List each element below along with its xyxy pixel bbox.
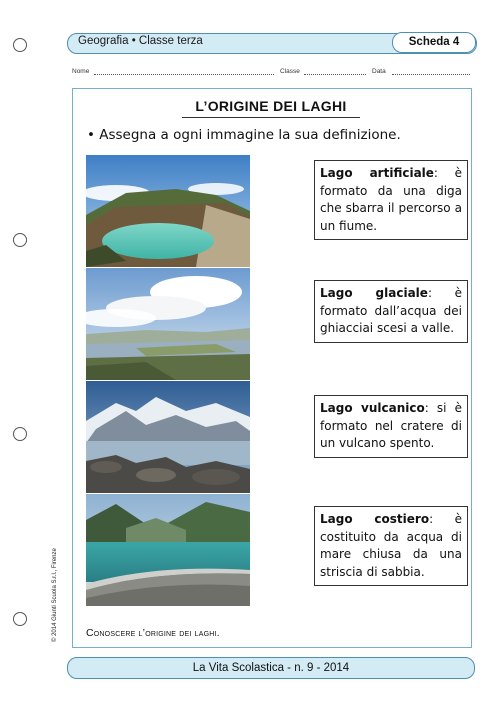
class-label: Classe (280, 68, 300, 75)
name-field[interactable] (94, 74, 274, 75)
subject-title: Geografia • Classe terza (78, 35, 203, 47)
definition-text: : è costituito da acqua di mare chiusa da una striscia di sabbia. (320, 512, 462, 579)
title-underline (182, 117, 360, 118)
definition-coastal-lake (314, 506, 468, 586)
date-label: Data (372, 68, 386, 75)
copyright-notice: © 2014 Giunti Scuola S.r.l., Firenze (52, 548, 58, 642)
definition-glacial-lake (314, 280, 468, 343)
definition-artificial-lake (314, 160, 468, 240)
binder-hole (13, 612, 27, 626)
learning-objective: Conoscere l’origine dei laghi. (86, 627, 220, 639)
definition-text: : è formato da una diga che sbarra il percorso a un fiume. (320, 166, 462, 233)
definition-text: : è formato dall’acqua dei ghiacciai scesi a valle. (320, 286, 462, 335)
binder-hole (13, 427, 27, 441)
student-fields (72, 66, 472, 80)
definition-term: Lago costiero (320, 512, 430, 526)
footer-magazine: La Vita Scolastica - n. 9 - 2014 (67, 657, 475, 679)
definition-volcanic-lake (314, 395, 468, 458)
name-label: Nome (72, 68, 90, 75)
binder-hole (13, 38, 27, 52)
date-field[interactable] (392, 74, 470, 75)
definition-term: Lago artificiale (320, 166, 434, 180)
photo-glacial-lake (86, 268, 250, 380)
class-field[interactable] (304, 74, 366, 75)
sheet-number: Scheda 4 (392, 32, 476, 53)
photo-alpine-lake (86, 381, 250, 493)
binder-hole (13, 233, 27, 247)
definition-text: : si è formato nel cratere di un vulcano spento. (320, 401, 462, 450)
photo-crater-lake (86, 155, 250, 267)
definition-term: Lago vulcanico (320, 401, 425, 415)
worksheet-title: L’ORIGINE DEI LAGHI (195, 98, 347, 114)
definition-term: Lago glaciale (320, 286, 428, 300)
instruction-text: • Assegna a ogni immagine la sua definizione. (87, 127, 401, 143)
photo-dam-reservoir (86, 494, 250, 606)
